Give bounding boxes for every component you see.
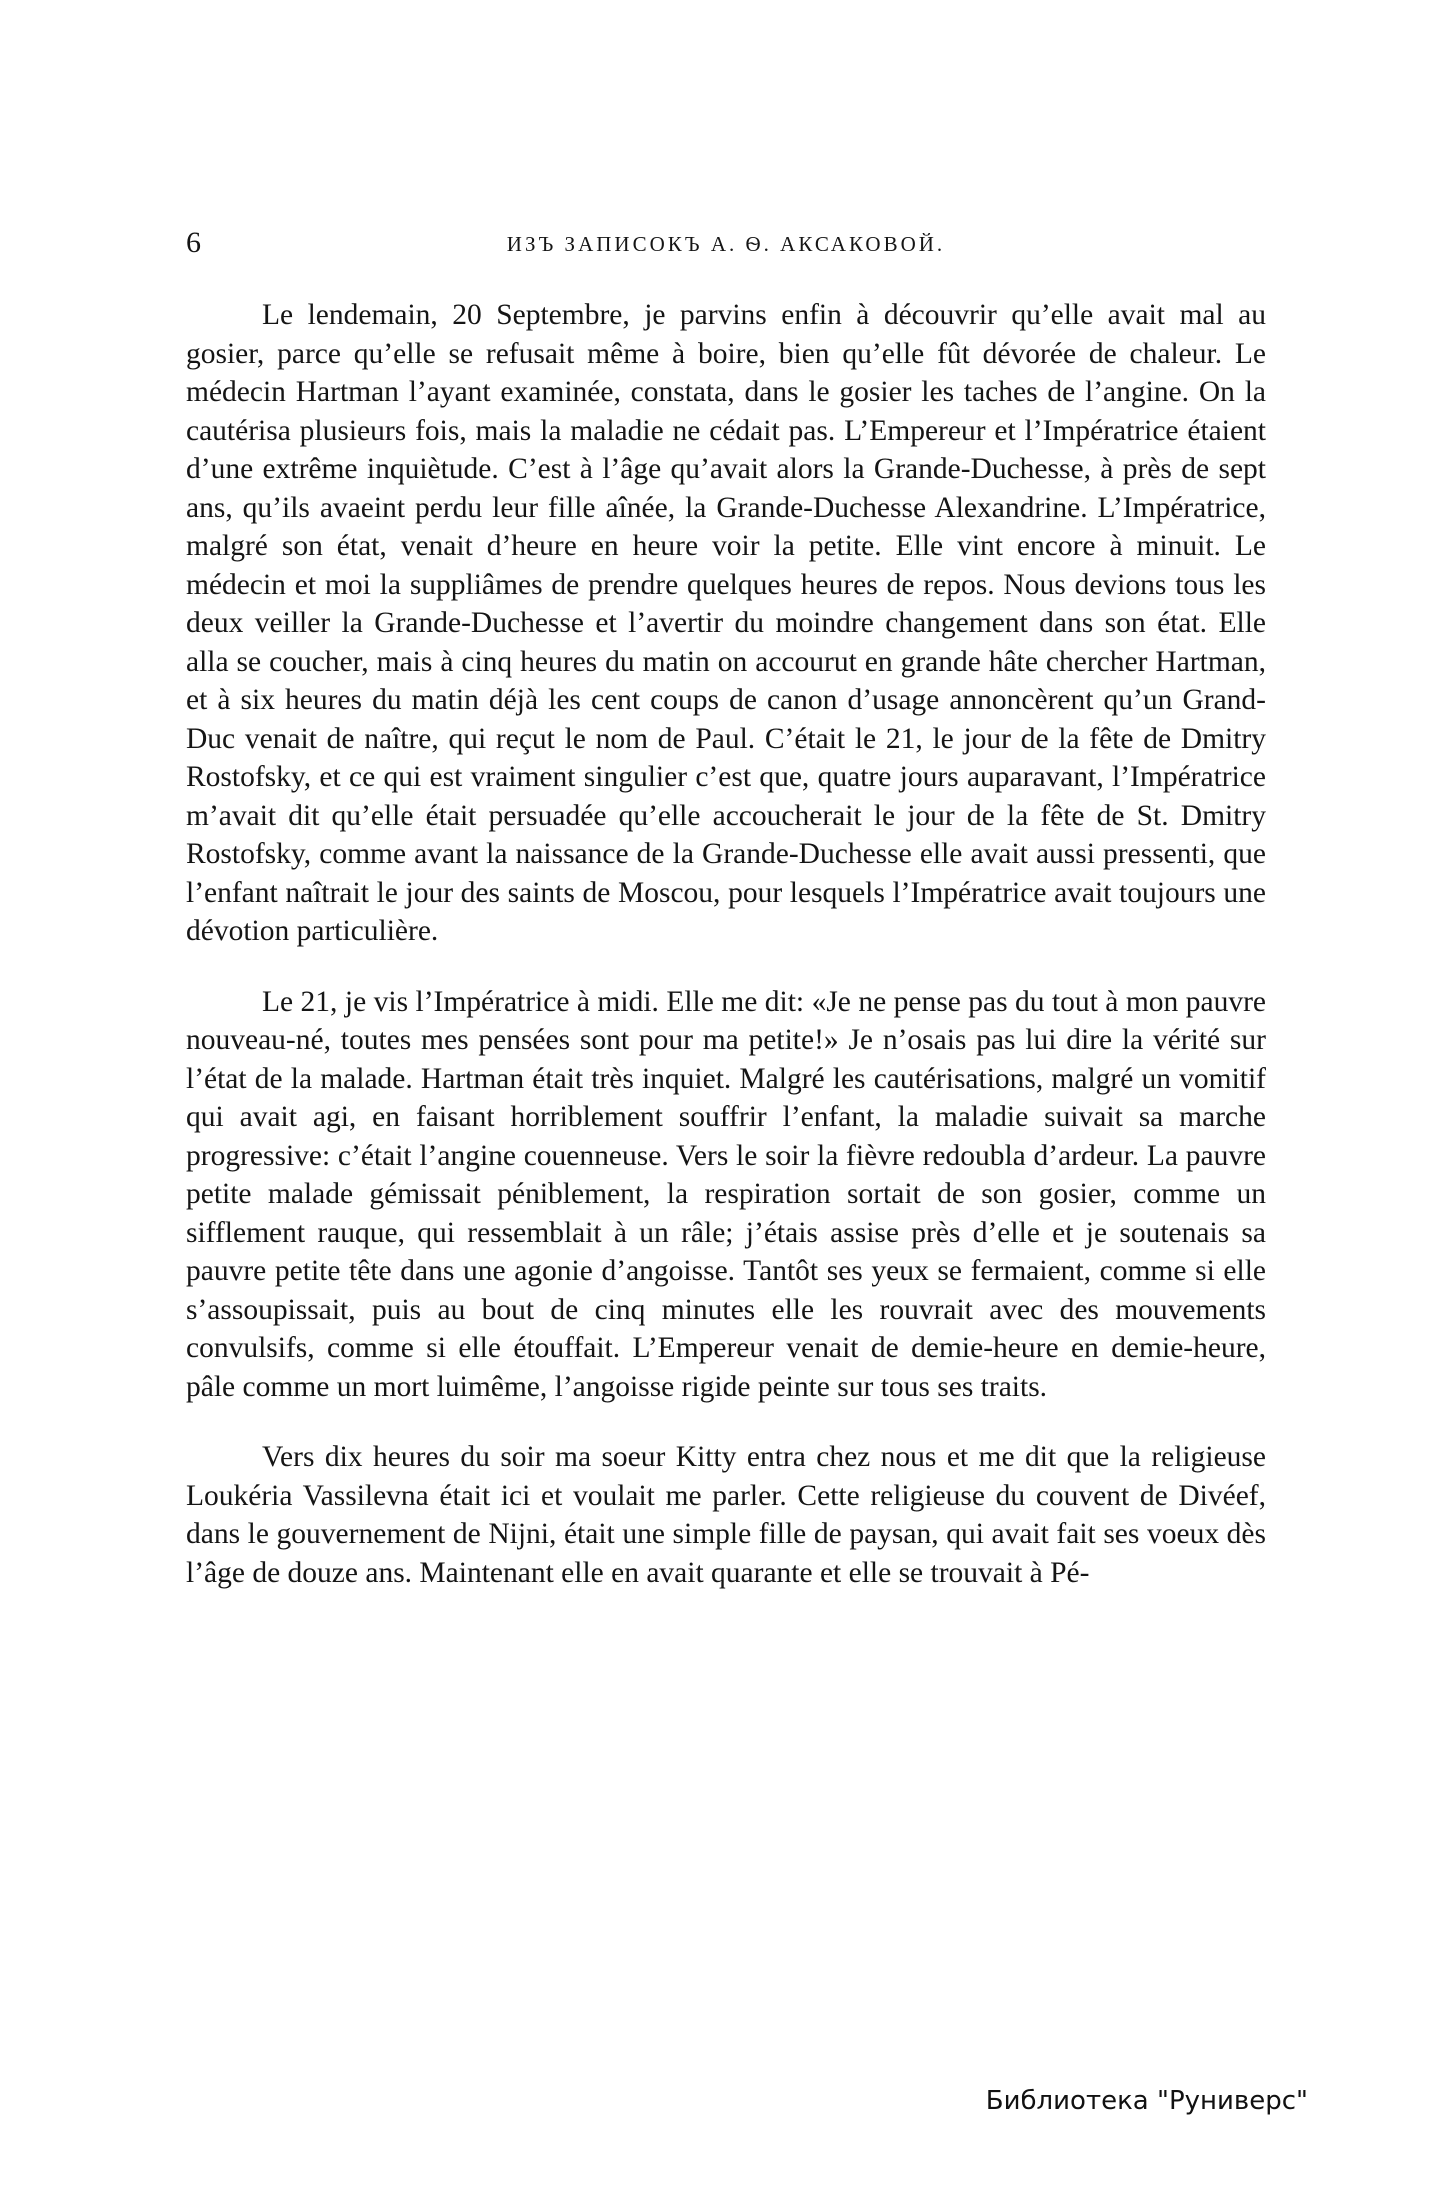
paragraph: Le 21, je vis l’Impératrice à midi. Elle me dit: «Je ne pense pas du tout à mon pauvre nouveau-né, toutes mes pensées sont pour ma petite!» Je n’osais pas lui dire la vérité sur l’état de la malade. Hartman était très inquiet. Malgré les cautérisations, malgré un vomitif qui avait agi, en faisant horriblement souffrir l’enfant, la maladie suivait sa marche progressive: c’était l’angine couenneuse. Vers le soir la fièvre redoubla d’ardeur. La pauvre petite malade gémissait péniblement, la respiration sortait de son gosier, comme un sifflement rauque, qui ressemblait à un râle; j’étais assise près d’elle et je soutenais sa pauvre petite tête dans une agonie d’angoisse. Tantôt ses yeux se fermaient, comme si elle s’assoupissait, puis au bout de cinq minutes elle les rouvrait avec des mouvements convulsifs, comme si elle étouffait. L’Empereur venait de demie-heure en demie-heure, pâle comme un mort luimême, l’angoisse rigide peinte sur tous ses traits.: [186, 985, 1266, 1403]
running-title: ИЗЪ ЗАПИСОКЪ А. Ѳ. АКСАКОВОЙ.: [506, 232, 946, 256]
library-watermark: Библиотека "Руниверс": [985, 2086, 1308, 2116]
running-head: [186, 226, 1266, 266]
body-text: [186, 296, 1266, 1592]
paragraph: Vers dix heures du soir ma soeur Kitty entra chez nous et me dit que la religieuse Loukéria Vassilevna était ici et voulait me parler. Cette religieuse du couvent de Divéef, dans le gouvernement de Nijni, était une simple fille de paysan, qui avait fait ses voeux dès l’âge de douze ans. Maintenant elle en avait quarante et elle se trouvait à Pé-: [186, 1441, 1266, 1589]
page-number: 6: [186, 226, 201, 259]
paragraph: Le lendemain, 20 Septembre, je parvins enfin à découvrir qu’elle avait mal au gosier, parce qu’elle se refusait même à boire, bien qu’elle fût dévorée de chaleur. Le médecin Hartman l’ayant examinée, constata, dans le gosier les taches de l’angine. On la cautérisa plusieurs fois, mais la maladie ne cédait pas. L’Empereur et l’Impératrice étaient d’une extrême inquiètude. C’est à l’âge qu’avait alors la Grande-Duchesse, à près de sept ans, qu’ils avaeint perdu leur fille aînée, la Grande-Duchesse Alexandrine. L’Impératrice, malgré son état, venait d’heure en heure voir la petite. Elle vint encore à minuit. Le médecin et moi la suppliâmes de prendre quelques heures de repos. Nous devions tous les deux veiller la Grande-Duchesse et l’avertir du moindre changement dans son état. Elle alla se coucher, mais à cinq heures du matin on accourut en grande hâte chercher Hartman, et à six heures du matin déjà les cent coups de canon d’usage annoncèrent qu’un Grand-Duc venait de naître, qui reçut le nom de Paul. C’était le 21, le jour de la fête de Dmitry Rostofsky, et ce qui est vraiment singulier c’est que, quatre jours auparavant, l’Impératrice m’avait dit qu’elle était persuadée qu’elle accoucherait le jour de la fête de St. Dmitry Rostofsky, comme avant la naissance de la Grande-Duchesse elle avait aussi pressenti, que l’enfant naîtrait le jour des saints de Moscou, pour lesquels l’Impératrice avait toujours une dévotion particulière.: [186, 299, 1266, 947]
